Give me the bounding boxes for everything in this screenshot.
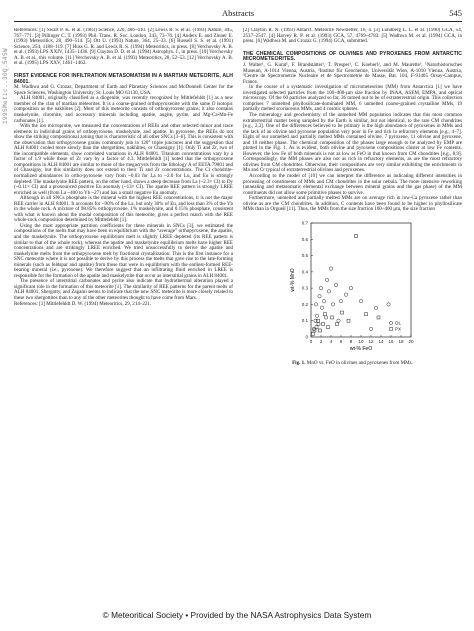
data-point-ol [359,299,362,302]
figure-caption-label: Fig. 1. [292,360,306,367]
right-column [243,28,462,588]
paragraph-3: Although in all SNCs phosphate is the mineral with the highest REE concentrations, it is not the major REE carrier in ALH 84001. It accounts for ~90% of the La, but only 30% of Eu, and less than 3% of the Yb in the whole rock. A mixture of 98.85% orthopyroxene, 1% maskelynite, and 0.15% phosphate, consistent with what is known about the modal composition of this meteorite, gives a perfect match with the REE whole-rock composition determined by Mittlefehldt [1]. [14,195,233,224]
paragraph-2: With the ion microprobe, we measured the concentrations of REEs and other selected minor and trace elements in individual grains of orthopyroxene, maskelynite, and apatite. In pyroxene, the REEs do not show the striking compositional zoning that is characteristic of all other SNCs [3–6]. This is consistent with the observation that orthopyroxene grains commonly join in 120° triple junctures and the suggestion that ALH 84001 cooled more slowly than the shergottites, nakhlites, or Chassigny [1]. Only Ti and Zr, two of the incompatible elements, show correlated variations in ALH 84001. Titanium concentrations vary by a factor of 1.9 while those of Zr vary by a factor of 4.3. Mittlefehldt [1] noted that the orthopyroxene compositions in ALH 84001 are similar to those of the megacrysts from the lithology A of EETA 79001 and of Chassigny, but this similarity does not extend to their Ti and Zr concentrations. The Cl chondrite-normalized abundances in ortho-pyroxene vary from ~0.03 for La to ~2.0 for Lu, and Eu is strongly depleted. The maskelynite REE pattern, on the other hand, shows a steep decrease from La (~2.3× CI) to Dy (~0.11× CI) and a pronounced positive Eu anomaly (~13× CI). The apatite REE pattern is strongly LREE enriched as well (from La ~400 to Yb ~27) and has a small negative Eu anomaly. [14,123,233,196]
paragraph-r2: The mineralogy and geochemistry of the unmelted MM population indicates that this most common extraterrestrial matter being sampled by the Earth is similar, but not identical, to the rare CM chondrites [e.g., 2,3]. One of the differences believed to be primary is the high abundance of pyroxenes in MMs and the lack of an olivine and pyroxene population very poor in Fe and rich in refractory elements [e.g., 4–7]. Eight of our unmelted and partially melted MMs contained olivine, 7 pyroxene, 11 olivine and pyroxene, and 10 neither phase. The chemical composition of the phases large enough to be analyzed by EMP are plotted in the Fig. 1. As is evident, both olivine and pyroxene compositions cluster at low Fe contents. However, the low Fe of both minerals is not as low as FeO in that known from CM chondrites [e.g., 8,9]. Correspondingly, the MM phases are also not as rich in refractory elements, as are the most refractory olivines from CM chondrites. Otherwise, their compositions are very similar exhibiting the enrichments in Mn and Cr typical of extraterrestrial olivines and pyroxenes. [243,111,462,174]
authors-wadhwa: M. Wadhwa and G. Crozaz, Department of Earth and Planetary Sciences and McDonnell Center for the Space Sciences, Washington University, St. Louis MO 63130, USA. [14,84,233,96]
data-point-ol [329,267,332,270]
y-tick-label: 0.6 [301,236,308,242]
data-point-ol [331,303,334,306]
y-tick-label: 0.2 [301,301,308,307]
data-point-ol [315,314,318,317]
data-point-px [377,316,380,319]
data-point-px [365,313,368,316]
data-point-px [341,311,344,314]
data-point-ol [369,327,372,330]
x-tick-label: 16 [388,338,394,344]
data-point-px [347,319,350,322]
legend-label-ol: OL [395,320,402,326]
y-tick-label: 0.4 [301,269,308,275]
data-point-ol [317,322,320,325]
authors-walter: J. Walter¹, G. Kurat¹, F. Brandstätter¹, T. Presper¹, C. Koeberl², and M. Maurette³, ¹Naturhistorisches Museum, A-1014 Vienna, Austria, ²Institut für Geochemie, Universität Wien, A-1010 Vienna, Austria, ³Centre de Spectrometrie Nucleaire et de Spectrometrie de Masse, Bat. 104, F-91405 Orsay-Campus, France. [243,62,462,85]
x-tick-label: 20 [408,338,414,344]
y-tick-label: 0.3 [301,285,308,291]
x-tick-label: 14 [378,338,384,344]
paragraph-r1: In the course of a systematic investigation of micrometeorites (MM) from Antarctica [1] we have investigated selected particles from the 100–400-µm size fraction by INAA, ASEM, EMPA, and optical microscopy. Of the 60 particles analyzed so far, 36 turned out to be of extraterrestrial origin. This collection comprises 7 unmelted phyllosilicate-dominated MM, 6 unmelted coarse-grained crystalline MMs, 19 partially melted scoriaceous MMs, and 4 cosmic spheres. [243,84,462,113]
data-point-px [327,326,330,329]
data-point-px [322,322,325,325]
x-tick-label: 10 [358,338,364,344]
data-point-ol [324,316,327,319]
paragraph-r4: Furthermore, unmelted and partially melted MMs are on average rich in low-Ca pyroxene rather than olivine as are the CM chondrites. In addition, C contents have been found to be higher in phyllosilicate MMs than in Orgueil [11]. Thus, the MMs from the size fraction 100–400 µm, the size fraction [243,195,462,213]
data-point-ol [344,293,347,296]
header-rule [14,21,462,22]
legend-marker-px [390,327,393,330]
data-point-ol [337,319,340,322]
data-point-ol [318,294,321,297]
left-column [14,28,233,588]
y-axis-label: wt-% MnO [290,268,296,292]
page-footer: © Meteoritical Society • Provided by the NASA Astrophysics Data System [102,610,372,620]
abstract-title-wadhwa: FIRST EVIDENCE FOR INFILTRATION METASOMATISM IN A MARTIAN METEORITE, ALH 84001. [14,72,233,85]
page-header [14,8,462,20]
y-tick-label: 0.1 [301,318,308,324]
paragraph-5: The presence of interstitial carbonates and pyrite also indicate that hydrothermal alteration played a significant role in the formation of this meteorite [1]. The similarity of REE patterns for the parent melts of ALH 84001, Shergotty, and Zagami seems to indicate that the new SNC meteorite is more closely related to these two shergottites than to any of the other meteorites thought to have come from Mars. [14,278,233,302]
y-tick-label: 0.7 [301,220,308,226]
abstract-title-walter: THE CHEMICAL COMPOSITIONS OF OLIVINES AND PYROXENES FROM ANTARCTIC MICROMETEORITES. [243,50,462,63]
x-tick-label: 4 [329,338,333,344]
data-point-ol [334,283,337,286]
data-point-px [331,316,334,319]
references-wadhwa: References: [1] Mittlefehldt D. W. (1994) Meteoritics, 29, 214–221. [14,300,152,307]
data-point-px [336,322,339,325]
y-tick-label: 0.5 [301,252,308,258]
legend-marker-ol [389,321,392,324]
figure-1 [243,217,462,377]
x-tick-label: 18 [398,338,404,344]
x-tick-label: 8 [349,338,353,344]
bibcode-side-label: 1995Metic..30Q.545W [2,47,9,124]
data-point-ol [387,303,390,306]
data-point-ol [374,306,377,309]
paragraph-4: Using the most appropriate partition coefficients for these minerals in SNCs [3], we estimated the compositions of the melts that may have been in equilibrium with the “average” orthopyroxene, the apatite, and the maskelynite. The orthopyroxene equilibrium melt is slightly LREE depleted (its REE pattern is similar to that of the whole rock), whereas the apatite and maskelynite equilibrium melts have higher REE concentrations and are strikingly LREE enriched. We tried unsuccessfully to derive the apatite and maskelynite melts from the orthopyroxene melt by fractional crystallization. This is the first instance for a SNC meteorite where it is not possible to derive by this process the melts that gave rise to the late-forming minerals (such as feldspar and apatite) from those that were in equilibrium with the earliest-formed REE-bearing mineral (i.e., pyroxene). We therefore suggest that an infiltrating fluid enriched in LREE is responsible for the formation of the apatite and maskelynite that occur as interstitial grains in ALH 84001. [14,222,233,279]
data-point-ol [349,286,352,289]
scatter-chart [243,217,462,357]
paragraph-r3: According to the model of [10] we can interpret the difference as indicating different intensities in processing of constituents of MMs and CM chondrites in the solar nebula. The more intensive reworking (annealing and metasomatic elemental exchange between mineral grains and the gas phase) of the MM constituents did not allow some primitive phases to survive. [243,172,462,196]
x-tick-label: 6 [339,338,343,344]
x-axis-label: wt-% FeO [349,345,373,352]
data-point-px [319,329,322,332]
page-number: 545 [449,8,462,18]
running-title: Abstracts [221,8,255,18]
data-point-px [312,332,315,335]
data-point-ol [327,290,330,293]
references-previous-abstract: References: [1] Swart P. K. et al. (1983) Science, 220, 406–410. [2] Lewis R. S. et al. (1983) Nature, 305, 767–771. [3] Pillinger C. T. (1993) Phil. Trans. R. Soc. London, 343, 73–76. [4] Anders E. and Zinner E. (1993) Meteoritics, 28, 490–514. [5] Ott U. (1993) Nature, 364, 25–33. [6] Russell S. S. et al. (1991) Science, 254, 1188–119. [7] Huss G. R. and Lewis R. S. (1994) Meteoritics, in press. [8] Verchovsky A. B. et al. (1993) LPS XXIV, 1435–1436. [9] Clayton D. D. et al. (1994) Astrophys. J., in press. [10] Verchovsky A. B. et al., this volume. [11] Verchovsky A. B. et al. (1993) Meteoritics, 28, 52–53. [12] Verchovsky A. B. et al. (1995) LPS XXV, 1461–1462. [14,28,233,67]
data-point-ol [339,299,342,302]
x-tick-label: 0 [309,338,313,344]
data-point-ol [319,286,322,289]
data-point-ol [325,278,328,281]
data-point-px [355,234,358,237]
legend-label-px: PX [395,326,402,332]
figure-caption-text: MnO vs. FeO in olivines and pyroxenes from MMs. [306,360,413,367]
paragraph-1: ALH 84001, originally classified as a diogenite, was recently recognized by Mittlefehldt [1] as a new member of the clan of martian meteorites. It is a coarse-grained orthopyroxenite with the same O isotopic composition as the nakhlites [2]. Most of this meteorite consists of orthopyroxene grains; it also contains maskelynite, chromite, and accessory minerals including apatite, augite, pyrite, and Mg-Ca-Mn-Fe carbonates [1]. [14,95,233,124]
data-point-ol [320,306,323,309]
y-tick-label: 0 [305,334,308,340]
data-point-ol [314,303,317,306]
x-tick-label: 12 [368,338,374,344]
x-tick-label: 2 [319,338,323,344]
references-continued: [2] Clayton R. N. (1993) Antarct. Meteorite Newsletter, 16, 4. [3] Lundberg L. L. et al. (1990) GCA, 54, 2537–2547. [4] Harvey R. P. et al. (1993) GCA, 57, 4769–4783. [5] Wadhwa M. et al. (1994) GCA, in press. [6] Wadhwa M. and Crozaz G. (1994) GCA, submitted. [243,28,462,45]
data-point-px [324,313,327,316]
data-point-ol [322,299,325,302]
figure-caption [243,361,462,367]
